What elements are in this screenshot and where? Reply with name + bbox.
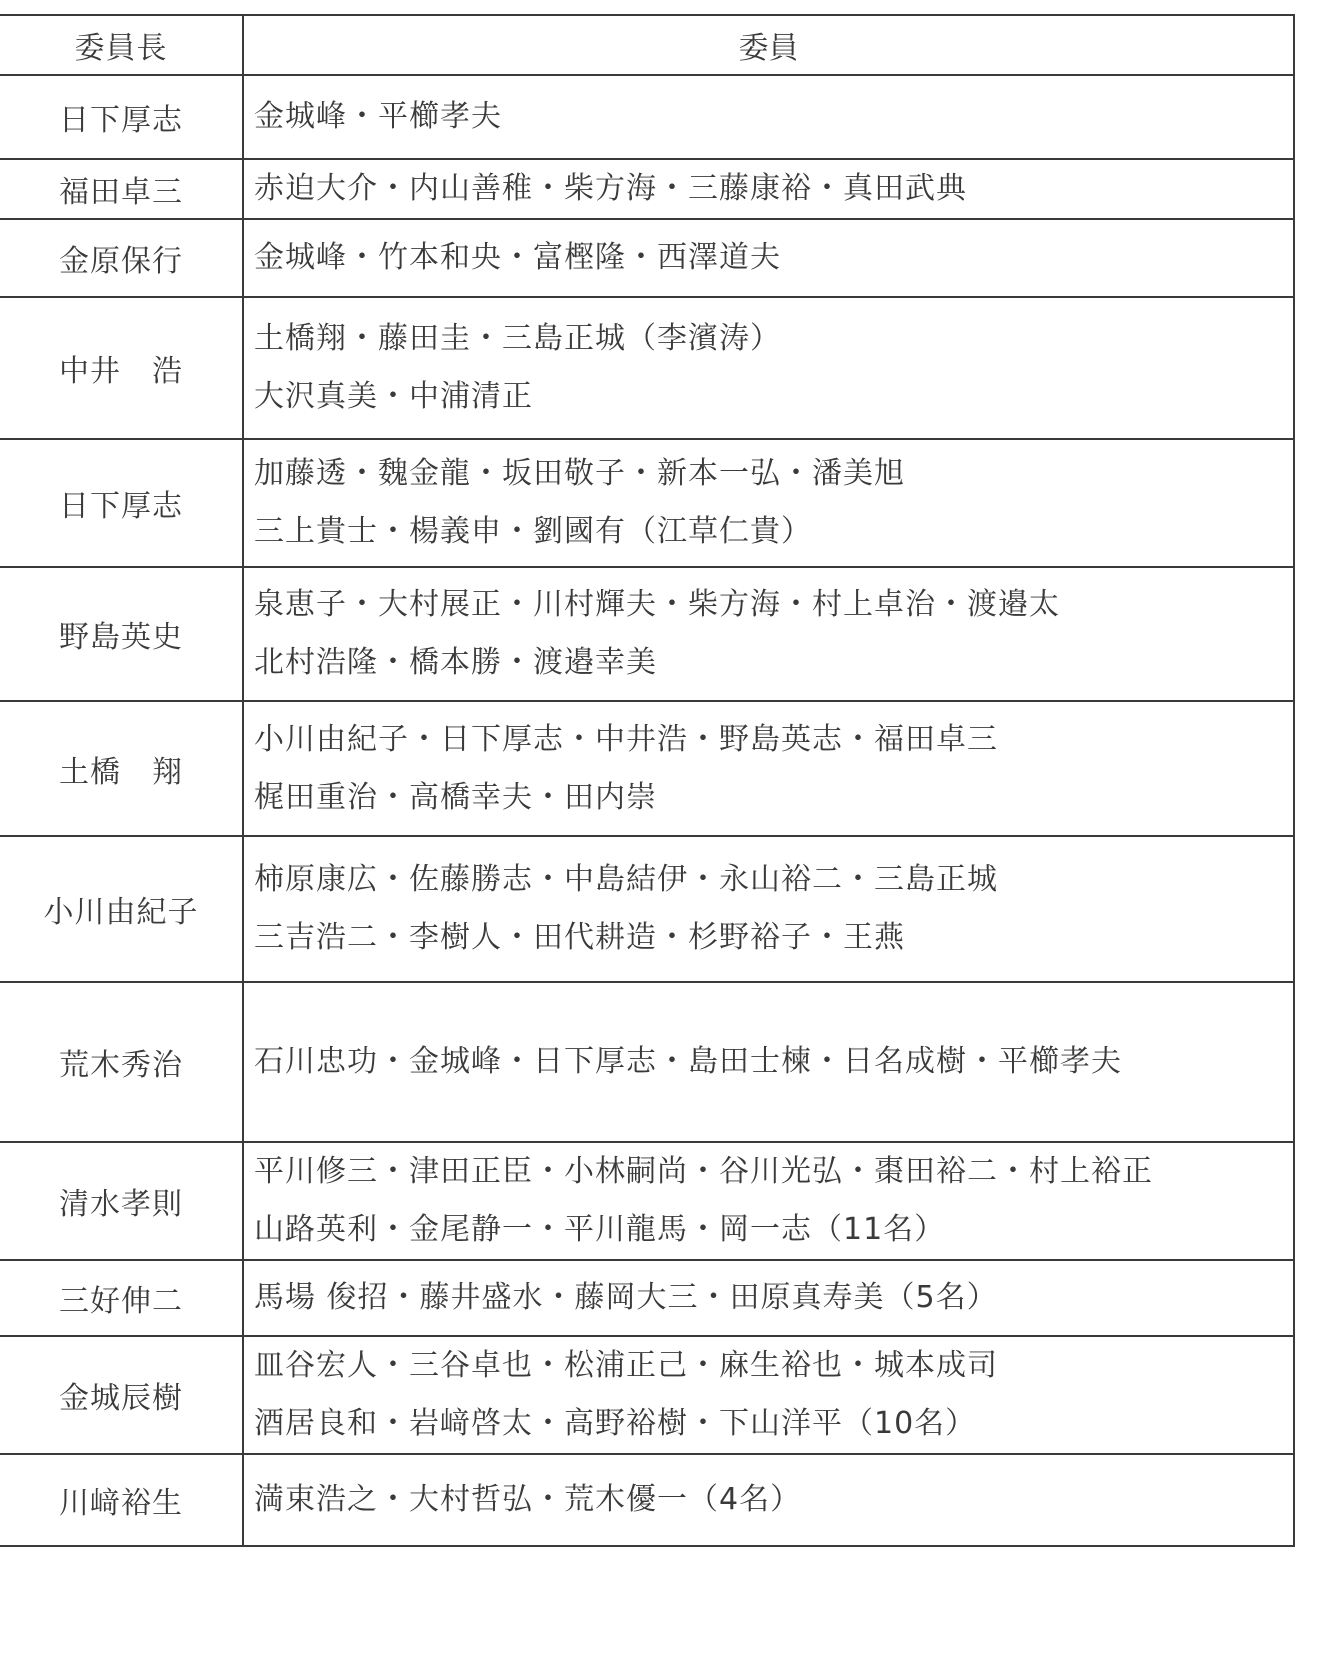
chair-cell: 荒木秀治 [0,982,243,1142]
members-line: 山路英利・金尾静一・平川龍馬・岡一志（11名） [254,1212,946,1247]
table-row [0,1260,1294,1336]
members-cell [243,1454,1294,1546]
header-chair: 委員長 [0,15,243,75]
table-row [0,567,1294,701]
members-line: 石川忠功・金城峰・日下厚志・島田士楝・日名成樹・平櫛孝夫 [254,1044,1122,1079]
members-line: 土橋翔・藤田圭・三島正城（李濱涛） [254,321,781,356]
members-line: 満束浩之・大村哲弘・荒木優一（4名） [254,1482,802,1517]
table-row [0,439,1294,567]
members-line: 大沢真美・中浦清正 [254,379,533,414]
members-cell [243,567,1294,701]
chair-cell: 福田卓三 [0,159,243,219]
members-line: 赤迫大介・内山善稚・柴方海・三藤康裕・真田武典 [254,171,967,206]
members-line: 金城峰・竹本和央・富樫隆・西澤道夫 [254,240,781,275]
chair-cell: 清水孝則 [0,1142,243,1260]
members-line: 加藤透・魏金龍・坂田敬子・新本一弘・潘美旭 [254,456,905,491]
members-cell [243,1142,1294,1260]
members-cell [243,836,1294,982]
members-line: 三吉浩二・李樹人・田代耕造・杉野裕子・王燕 [254,920,905,955]
members-line: 北村浩隆・橋本勝・渡邉幸美 [254,645,657,680]
members-line: 平川修三・津田正臣・小林嗣尚・谷川光弘・棗田裕二・村上裕正 [254,1154,1153,1189]
members-line: 小川由紀子・日下厚志・中井浩・野島英志・福田卓三 [254,721,998,757]
members-cell [243,75,1294,159]
table-row [0,297,1294,439]
committee-table [0,14,1295,1547]
chair-cell: 野島英史 [0,567,243,701]
table-row [0,1336,1294,1454]
table-row [0,836,1294,982]
members-cell [243,982,1294,1142]
members-line: 馬場 俊招・藤井盛水・藤岡大三・田原真寿美（5名） [254,1280,998,1315]
members-cell [243,159,1294,219]
members-line: 三上貴士・楊義申・劉國有（江草仁貴） [254,514,812,549]
chair-cell: 金城辰樹 [0,1336,243,1454]
chair-cell: 三好伸二 [0,1260,243,1336]
table-row [0,982,1294,1142]
members-cell [243,1260,1294,1336]
chair-cell: 小川由紀子 [0,836,243,982]
members-cell [243,1336,1294,1454]
table-row [0,701,1294,836]
members-cell [243,439,1294,567]
members-line: 皿谷宏人・三谷卓也・松浦正己・麻生裕也・城本成司 [254,1348,998,1383]
members-line: 梶田重治・高橋幸夫・田内崇 [254,779,657,815]
table-row [0,219,1294,297]
members-line: 泉恵子・大村展正・川村輝夫・柴方海・村上卓治・渡邉太 [254,587,1060,622]
table-row [0,75,1294,159]
table-row [0,1454,1294,1546]
chair-cell: 土橋 翔 [0,701,243,836]
chair-cell: 金原保行 [0,219,243,297]
header-row [0,15,1294,75]
table-body [0,75,1294,1546]
members-line: 金城峰・平櫛孝夫 [254,99,502,134]
table-row [0,159,1294,219]
table-row [0,1142,1294,1260]
members-cell [243,701,1294,836]
members-cell [243,297,1294,439]
members-line: 柿原康広・佐藤勝志・中島結伊・永山裕二・三島正城 [254,862,998,897]
chair-cell: 日下厚志 [0,75,243,159]
members-line: 酒居良和・岩﨑啓太・高野裕樹・下山洋平（10名） [254,1406,977,1441]
chair-cell: 川﨑裕生 [0,1454,243,1546]
members-cell [243,219,1294,297]
chair-cell: 中井 浩 [0,297,243,439]
chair-cell: 日下厚志 [0,439,243,567]
header-members: 委員 [243,15,1294,75]
